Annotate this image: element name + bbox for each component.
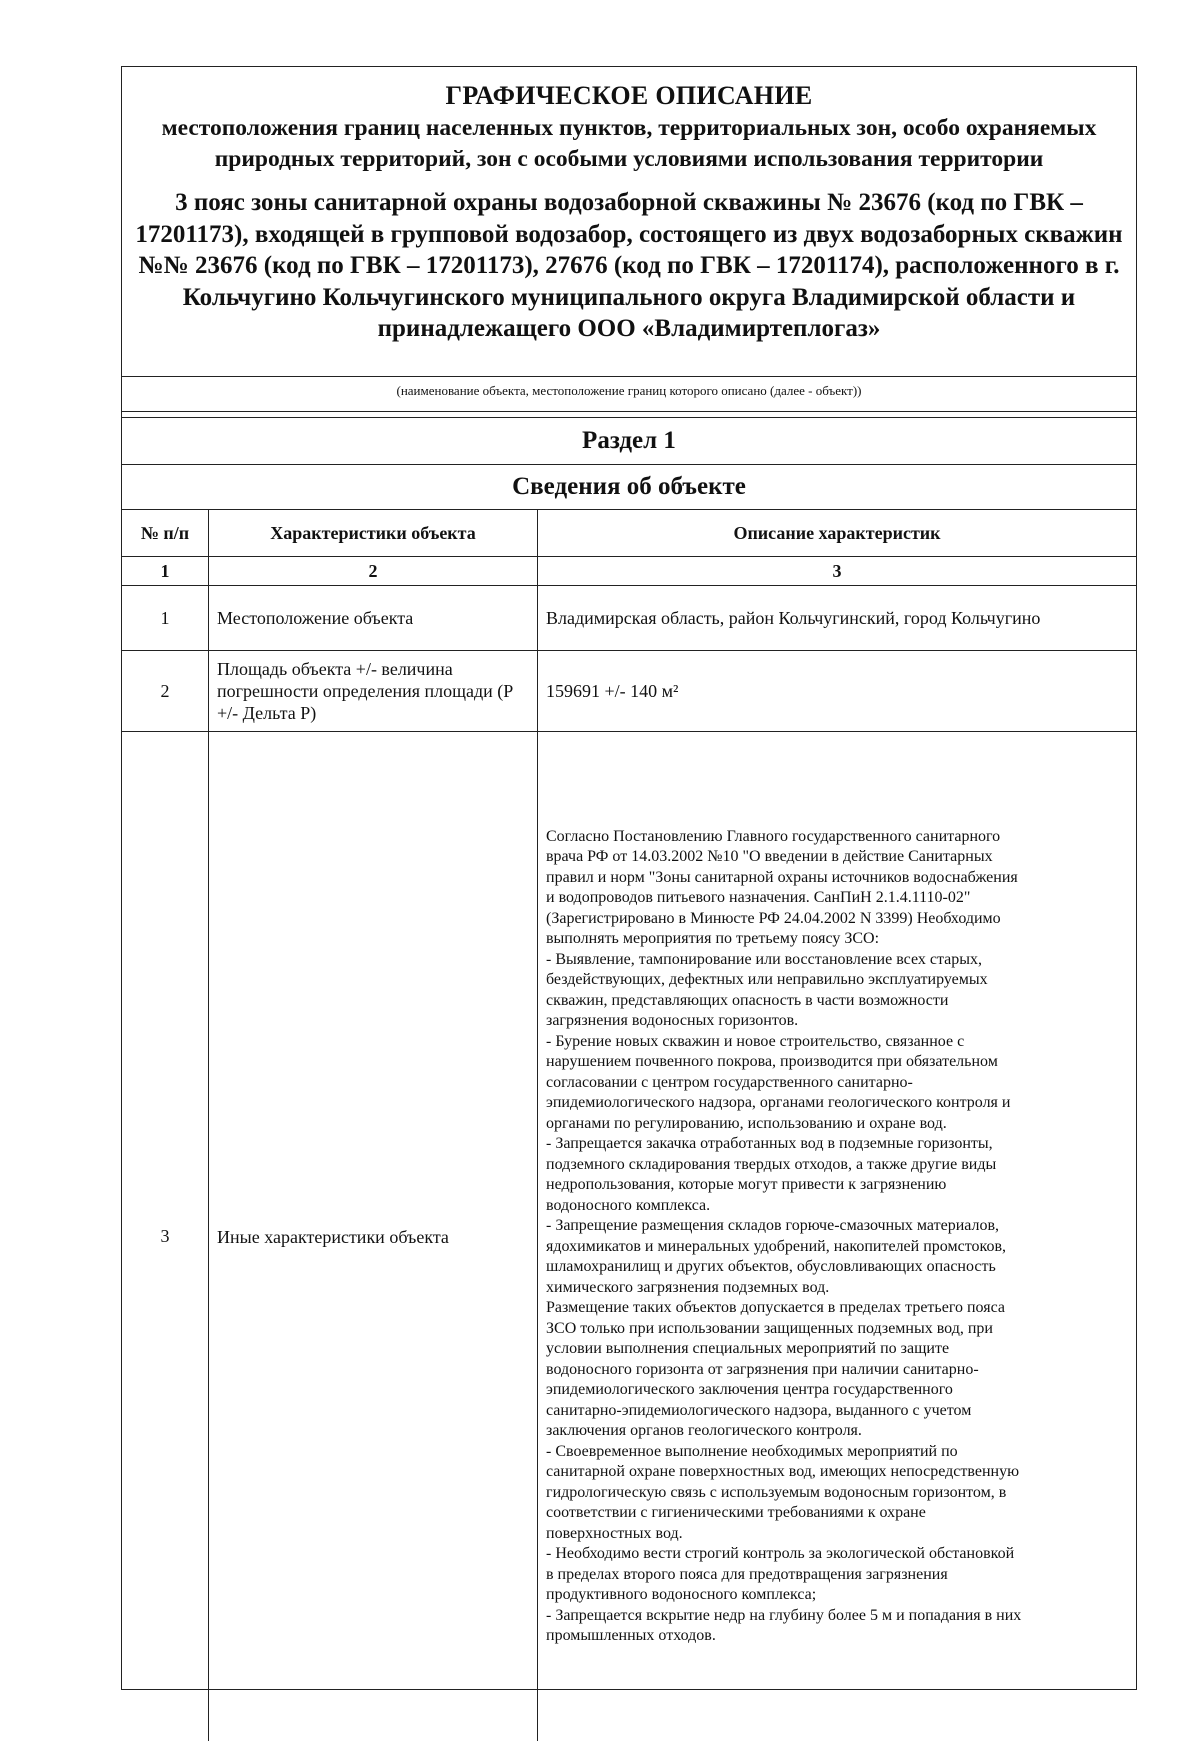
divider (122, 464, 1136, 465)
description-line: - Запрещается закачка отработанных вод в подземные горизонты, (546, 1134, 1130, 1155)
description-line: санитарно-эпидемиологического надзора, выданного с учетом (546, 1401, 1130, 1422)
column-number: 1 (122, 557, 209, 586)
description-line: санитарной охране поверхностных вод, имеющих непосредственную (546, 1462, 1130, 1483)
description-line: эпидемиологического надзора, органами геологического контроля и (546, 1093, 1130, 1114)
table-row (122, 732, 1136, 1741)
description-line: соответствии с гигиеническими требованиями к охране (546, 1503, 1130, 1524)
description-line: промышленных отходов. (546, 1626, 1130, 1647)
description-line: - Запрещается вскрытие недр на глубину более 5 м и попадания в них (546, 1606, 1130, 1627)
column-number: 2 (209, 557, 538, 586)
object-info-table (122, 509, 1136, 1741)
table-row (122, 651, 1136, 732)
description-line: продуктивного водоносного комплекса; (546, 1585, 1130, 1606)
description-line: водоносного комплекса. (546, 1196, 1130, 1217)
characteristic-name: Иные характеристики объекта (209, 732, 538, 1741)
description-line: Согласно Постановлению Главного государственного санитарного (546, 827, 1130, 848)
description-line: (Зарегистрировано в Минюсте РФ 24.04.2002 N 3399) Необходимо (546, 909, 1130, 930)
description-line: Размещение таких объектов допускается в пределах третьего пояса (546, 1298, 1130, 1319)
characteristic-description: Владимирская область, район Кольчугинский, город Кольчугино (538, 586, 1137, 651)
column-header: Описание характеристик (538, 510, 1137, 557)
description-line: - Запрещение размещения складов горюче-смазочных материалов, (546, 1216, 1130, 1237)
description-line: скважин, представляющих опасность в части возможности (546, 991, 1130, 1012)
section-subtitle: Сведения об объекте (122, 467, 1136, 507)
description-line: условии выполнения специальных мероприятий по защите (546, 1339, 1130, 1360)
description-line: гидрологическую связь с используемым водоносным горизонтом, в (546, 1483, 1130, 1504)
description-line: врача РФ от 14.03.2002 №10 "О введении в действие Санитарных (546, 847, 1130, 868)
description-line: правил и норм "Зоны санитарной охраны источников водоснабжения (546, 868, 1130, 889)
description-line: загрязнения водоносных горизонтов. (546, 1011, 1130, 1032)
row-number: 1 (122, 586, 209, 651)
document-title: ГРАФИЧЕСКОЕ ОПИСАНИЕ (122, 81, 1136, 111)
description-line: органами по регулированию, использованию и охране вод. (546, 1114, 1130, 1135)
row-number: 2 (122, 651, 209, 732)
description-line: согласовании с центром государственного санитарно- (546, 1073, 1130, 1094)
description-line: недропользования, которые могут привести к загрязнению (546, 1175, 1130, 1196)
description-line: водоносного горизонта от загрязнения при наличии санитарно- (546, 1360, 1130, 1381)
description-line: поверхностных вод. (546, 1524, 1130, 1545)
characteristic-description (538, 732, 1137, 1741)
description-line: выполнять мероприятия по третьему поясу ЗСО: (546, 929, 1130, 950)
table-header-row (122, 510, 1136, 557)
table-row (122, 586, 1136, 651)
column-number: 3 (538, 557, 1137, 586)
description-line: эпидемиологического заключения центра государственного (546, 1380, 1130, 1401)
description-line: и водопроводов питьевого назначения. СанПиН 2.1.4.1110-02" (546, 888, 1130, 909)
section-title: Раздел 1 (122, 423, 1136, 459)
description-line: в пределах второго пояса для предотвращения загрязнения (546, 1565, 1130, 1586)
description-line: бездействующих, дефектных или неправильно эксплуатируемых (546, 970, 1130, 991)
column-number-row (122, 557, 1136, 586)
object-name: 3 пояс зоны санитарной охраны водозаборной скважины № 23676 (код по ГВК – 17201173), входящей в групповой водозабор, состоящего из двух водозаборных скважин №№ 23676 (код по ГВК – 17201173), 27676 (код по ГВК – 17201174), расположенного в г. Кольчугино Кольчугинского муниципального округа Владимирской области и принадлежащего ООО «Владимиртеплогаз» (134, 187, 1124, 345)
document-header (122, 67, 1136, 382)
divider (122, 417, 1136, 418)
column-header: Характеристики объекта (209, 510, 538, 557)
document-frame (121, 66, 1137, 1690)
characteristic-description: 159691 +/- 140 м² (538, 651, 1137, 732)
column-header: № п/п (122, 510, 209, 557)
divider (122, 411, 1136, 412)
object-name-caption: (наименование объекта, местоположение границ которого описано (далее - объект)) (122, 383, 1136, 399)
document-subtitle: местоположения границ населенных пунктов, территориальных зон, особо охраняемых природных территорий, зон с особыми условиями использования территории (146, 113, 1112, 175)
row-number: 3 (122, 732, 209, 1741)
description-line: шламохранилищ и других объектов, обусловливающих опасность (546, 1257, 1130, 1278)
other-characteristics-text (538, 827, 1136, 1647)
description-line: нарушением почвенного покрова, производится при обязательном (546, 1052, 1130, 1073)
description-line: химического загрязнения подземных вод. (546, 1278, 1130, 1299)
description-line: ядохимикатов и минеральных удобрений, накопителей промстоков, (546, 1237, 1130, 1258)
description-line: подземного складирования твердых отходов, а также другие виды (546, 1155, 1130, 1176)
description-line: заключения органов геологического контроля. (546, 1421, 1130, 1442)
characteristic-name: Местоположение объекта (209, 586, 538, 651)
description-line: - Выявление, тампонирование или восстановление всех старых, (546, 950, 1130, 971)
description-line: - Необходимо вести строгий контроль за экологической обстановкой (546, 1544, 1130, 1565)
description-line: ЗСО только при использовании защищенных подземных вод, при (546, 1319, 1130, 1340)
description-line: - Бурение новых скважин и новое строительство, связанное с (546, 1032, 1130, 1053)
divider (122, 376, 1136, 377)
description-line: - Своевременное выполнение необходимых мероприятий по (546, 1442, 1130, 1463)
characteristic-name: Площадь объекта +/- величина погрешности определения площади (Р +/- Дельта Р) (209, 651, 538, 732)
